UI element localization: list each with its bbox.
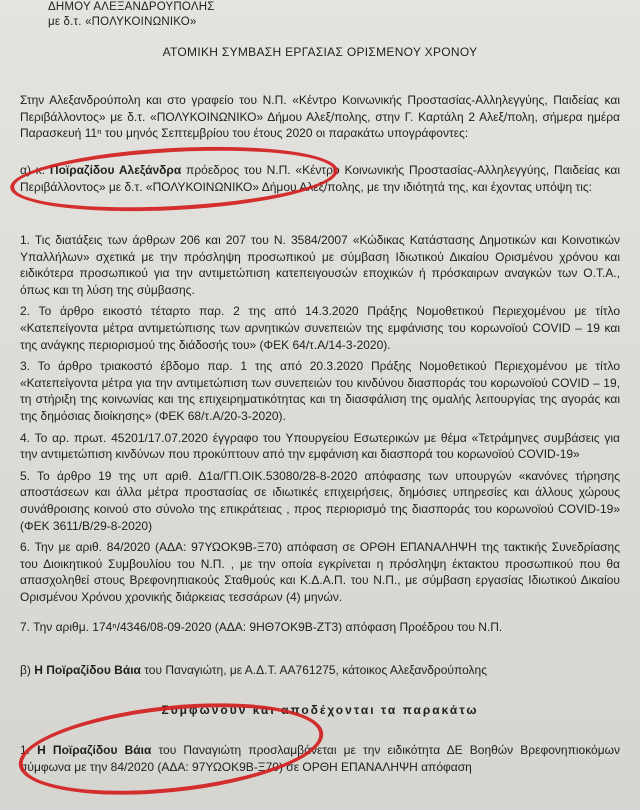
party-a-paragraph: [20, 162, 620, 195]
clause-1-prefix: 1.: [20, 743, 38, 757]
list-item: 5. Το άρθρο 19 της υπ αριθ. Δ1α/ΓΠ.ΟΙΚ.53080/28-8-2020 απόφασης των υπουργών «κανόνες τήρησης αποστάσεων και άλλα μέτρα προστασίας σε ιδιωτικές επιχειρήσεις, δημόσιες υπηρεσίες και άλλους χώρους συνάθροισης κοινού στο σύνολο της επικράτειας , προς περιορισμό της διασποράς του κορωνοϊού COVID-19» (ΦΕΚ 3611/Β/29-8-2020): [20, 468, 620, 533]
issuer-trade-name: με δ.τ. «ΠΟΛΥΚΟΙΝΩΝΙΚΟ»: [48, 16, 197, 28]
agreement-heading: Συμφωνούν και αποδέχονται τα παρακάτω: [161, 703, 479, 717]
intro-paragraph: [20, 92, 620, 142]
intro-text: Στην Αλεξανδρούπολη και στο γραφείο του Ν.Π. «Κέντρο Κοινωνικής Προστασίας-Αλληλεγγύης, Παιδείας και Περιβάλλοντος» με δ.τ. «ΠΟΛΥΚΟΙΝΩΝΙΚΟ» Δήμου Αλεξ/πολης, στην Γ. Καρτάλη 2 Αλεξ/πολη, σήμερα ημέρα Παρασκευή 11ⁿ του μηνός Σεπτεμβρίου του έτους 2020 οι παρακάτω υπογράφοντες:: [20, 93, 620, 141]
party-a-prefix: α) κ.: [20, 163, 50, 177]
clause-1-text: του Παναγιώτη προσλαμβάνεται με την ειδικότητα ΔΕ Βοηθών Βρεφονηπιοκόμων σύμφωνα με την 84/2020 (ΑΔΑ: 97ΥΩΟΚ9Β-Ξ70) σε ΟΡΘΗ ΕΠΑΝΑΛΗΨΗ απόφαση: [20, 743, 621, 774]
list-item: 4. Το αρ. πρωτ. 45201/17.07.2020 έγγραφο του Υπουργείου Εσωτερικών με θέμα «Τετράμηνες συμβάσεις για την αντιμετώπιση κινδύνων που προκύπτουν από την εμφάνιση και διασπορά του κορωνοϊού COVID-19»: [20, 430, 620, 462]
list-item: 2. Το άρθρο εικοστό τέταρτο παρ. 2 της από 14.3.2020 Πράξης Νομοθετικού Περιεχομένου με τίτλο «Κατεπείγοντα μέτρα αντιμετώπισης των αρνητικών συνεπειών της εμφάνισης του κορωνοϊού COVID – 19 και της ανάγκης περιορισμού της διάδοσής του» (ΦΕΚ 64/τ.Α/14-3-2020).: [20, 304, 620, 352]
clause-1-name: Η Ποϊραζίδου Βάια: [37, 743, 152, 757]
document-title: ΑΤΟΜΙΚΗ ΣΥΜΒΑΣΗ ΕΡΓΑΣΙΑΣ ΟΡΙΣΜΕΝΟΥ ΧΡΟΝΟΥ: [162, 45, 478, 59]
list-item: 3. Το άρθρο τριακοστό έβδομο παρ. 1 της από 20.3.2020 Πράξης Νομοθετικού Περιεχομένου με τίτλο «Κατεπείγοντα μέτρα για την αντιμετώπιση των συνεπειών του κινδύνου διασποράς του κορωνοϊού COVID – 19, τη στήριξη της κοινωνίας και της επιχειρηματικότητας και τη διασφάλιση της ομαλής λειτουργίας της αγοράς και της δημόσιας διοίκησης» (ΦΕΚ 68/τ.Α/20-3-2020).: [20, 359, 620, 423]
party-a-details: πρόεδρος του Ν.Π. «Κέντρο Κοινωνικής Προστασίας-Αλληλεγγύης, Παιδείας και Περιβάλλοντος» με δ.τ. «ΠΟΛΥΚΟΙΝΩΝΙΚΟ» Δήμου Αλεξ/πολης, με την ιδιότητά της, και έχοντας υπόψη τις:: [20, 163, 621, 194]
party-b-details: του Παναγιώτη, με Α.Δ.Τ. ΑΑ761275, κάτοικος Αλεξανδρούπολης: [140, 663, 488, 677]
party-b-prefix: β): [20, 663, 35, 677]
issuer-header: [48, 0, 215, 30]
list-item: 1. Τις διατάξεις των άρθρων 206 και 207 του Ν. 3584/2007 «Κώδικας Κατάστασης Δημοτικών και Κοινοτικών Υπαλλήλων» σχετικά με την πρόσληψη προσωπικού με σύμβαση Ιδιωτικού Δικαίου Ορισμένου χρόνου και ειδικότερα προσωπικού για την αντιμετώπιση κατεπειγουσών εποχικών ή πρόσκαιρων αναγκών των Ο.Τ.Α., όπως και τη λύση της σύμβασης.: [20, 233, 620, 297]
considerations-list: [20, 232, 620, 636]
list-item: 6. Την με αριθ. 84/2020 (ΑΔΑ: 97ΥΩΟΚ9Β-Ξ70) απόφαση σε ΟΡΘΗ ΕΠΑΝΑΛΗΨΗ της τακτικής Συνεδρίασης του Διοικητικού Συμβουλίου του Ν.Π. , με την οποία εγκρίνεται η πρόσληψη έκτακτου προσωπικού που θα απασχοληθεί στους Βρεφονηπιακούς Σταθμούς και Κ.Δ.Α.Π. του Ν.Π., με σύμβαση εργασίας Ιδιωτικού Δικαίου Ορισμένου Χρόνου χρονικής διάρκειας τεσσάρων (4) μηνών.: [20, 540, 620, 604]
party-b-name: Η Ποϊραζίδου Βάια: [34, 663, 141, 677]
party-b-paragraph: [20, 662, 620, 679]
party-a-name: Ποϊραζίδου Αλεξάνδρα: [49, 163, 182, 177]
list-item: 7. Την αριθμ. 174ⁿ/4346/08-09-2020 (ΑΔΑ: 9ΗΘ7ΟΚ9Β-ΖΤ3) απόφαση Προέδρου του Ν.Π.: [20, 620, 503, 635]
clause-1-paragraph: [20, 742, 620, 775]
issuer-municipality: ΔΗΜΟΥ ΑΛΕΞΑΝΔΡΟΥΠΟΛΗΣ: [48, 1, 215, 13]
